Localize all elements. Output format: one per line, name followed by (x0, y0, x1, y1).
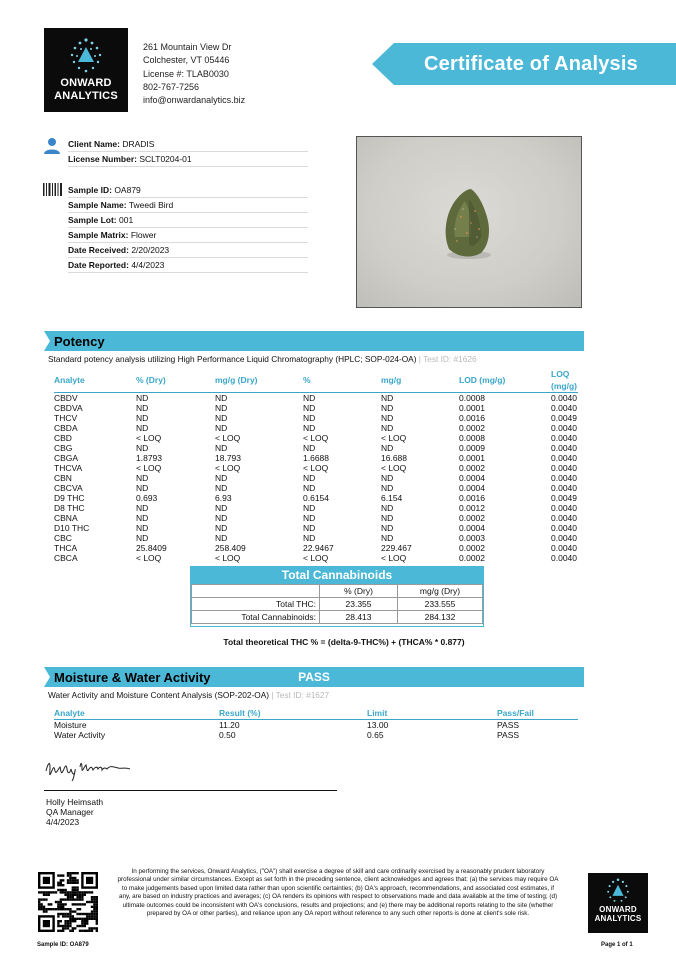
moisture-cell: 11.20 (219, 720, 240, 730)
logo-text-line2: ANALYTICS (54, 90, 118, 102)
table-row (54, 493, 578, 503)
tc-header-blank (192, 585, 320, 598)
potency-value: < LOQ (303, 553, 329, 563)
logo-icon (604, 877, 632, 905)
signature-image (44, 757, 139, 781)
potency-value: ND (136, 523, 149, 533)
total-thc-label: Total THC: (192, 598, 320, 611)
signature-line (44, 790, 337, 791)
date-received-label: Date Received: (68, 245, 129, 255)
analyte-name: CBC (54, 533, 72, 543)
potency-value: 0.0040 (551, 513, 577, 523)
table-row (54, 523, 578, 533)
potency-value: 0.0003 (459, 533, 485, 543)
potency-value: ND (136, 483, 149, 493)
sample-matrix-label: Sample Matrix: (68, 230, 129, 240)
potency-value: ND (303, 523, 316, 533)
potency-value: ND (381, 483, 394, 493)
legal-disclaimer: In performing the services, Onward Analytics, ("OA") shall exercise a degree of skill and care ordinarily exercised by a reasonably prudent laboratory professional under similar circumstances. Except as set forth in the preceding sentence, client acknowledges and agrees that: (a) the services may require OA to make judgements based upon limited data rather than upon scientific certainties; (b) OA's approach, recommendations, and associated cost estimates, if any, are based on industry practices and averages; (c) OA renders its opinions with respect to observations made and data available at the time of testing; (d) ultimate outcomes could be inconsistent with OA's conclusions, results and projections; and (e) there may be additional reports relating to the site (whether prepared by OA or other parties), and reliance upon any OA report without reference to any such other reports is done at client's sole risk. (117, 868, 559, 918)
potency-header-row (54, 368, 578, 393)
potency-value: 258.409 (215, 543, 246, 553)
footer-sample-id: Sample ID: OA879 (37, 942, 89, 948)
potency-value: 0.0040 (551, 543, 577, 553)
sample-name-value: Tweedi Bird (128, 200, 174, 210)
potency-header-cell: LOD (mg/g) (459, 368, 551, 393)
sample-info (68, 183, 308, 273)
table-row (54, 730, 578, 740)
sample-lot-row (68, 213, 308, 228)
moisture-cell: Water Activity (54, 730, 106, 740)
potency-value: ND (136, 473, 149, 483)
potency-value: 6.154 (381, 493, 403, 503)
potency-value: ND (136, 403, 149, 413)
potency-value: 0.0004 (459, 483, 485, 493)
potency-value: ND (215, 393, 228, 403)
moisture-test-id: | Test ID: #1627 (271, 690, 330, 700)
moisture-cell: 0.50 (219, 730, 236, 740)
potency-value: < LOQ (381, 463, 407, 473)
company-address-line2: Colchester, VT 05446 (143, 55, 230, 66)
signer-role: QA Manager (46, 807, 94, 817)
potency-value: 18.793 (215, 453, 241, 463)
date-reported-label: Date Reported: (68, 260, 129, 270)
footer-logo (588, 873, 648, 933)
potency-value: 0.6154 (303, 493, 329, 503)
page-number: Page 1 of 1 (601, 942, 633, 948)
potency-value: ND (215, 483, 228, 493)
potency-value: < LOQ (381, 433, 407, 443)
potency-value: ND (303, 413, 316, 423)
total-thc-pct: 23.355 (320, 598, 398, 611)
potency-value: 16.688 (381, 453, 407, 463)
potency-value: 0.0002 (459, 463, 485, 473)
moisture-table (54, 707, 578, 740)
moisture-cell: 13.00 (367, 720, 389, 730)
potency-value: ND (381, 413, 394, 423)
analyte-name: CBGA (54, 453, 79, 463)
potency-value: ND (303, 443, 316, 453)
potency-value: 0.0009 (459, 443, 485, 453)
total-cannabinoids-pct: 28.413 (320, 611, 398, 624)
potency-value: 0.0040 (551, 473, 577, 483)
moisture-subtitle-line (48, 690, 329, 700)
potency-value: ND (215, 513, 228, 523)
potency-value: 0.0040 (551, 553, 577, 563)
table-row (54, 553, 578, 563)
table-row (54, 453, 578, 463)
potency-value: ND (136, 393, 149, 403)
potency-value: ND (136, 533, 149, 543)
potency-value: ND (136, 513, 149, 523)
moisture-header-cell: Pass/Fail (497, 707, 578, 720)
potency-value: 0.0040 (551, 503, 577, 513)
total-cannabinoids-box (190, 566, 484, 627)
potency-table (54, 368, 578, 563)
analyte-name: CBN (54, 473, 72, 483)
analyte-name: D9 THC (54, 493, 85, 503)
total-cannabinoids-row (192, 611, 483, 624)
analyte-name: CBCA (54, 553, 78, 563)
potency-table-body (54, 393, 578, 564)
potency-value: ND (303, 533, 316, 543)
total-cannabinoids-table (191, 584, 483, 624)
potency-value: ND (303, 393, 316, 403)
moisture-cell: Moisture (54, 720, 87, 730)
client-info (68, 137, 308, 167)
potency-value: ND (136, 413, 149, 423)
sample-lot-label: Sample Lot: (68, 215, 117, 225)
potency-value: ND (381, 513, 394, 523)
potency-value: 229.467 (381, 543, 412, 553)
signer-block (46, 797, 103, 827)
potency-value: < LOQ (215, 553, 241, 563)
potency-header-cell: LOQ (mg/g) (551, 369, 577, 391)
client-name-value: DRADIS (122, 139, 155, 149)
table-row (54, 443, 578, 453)
total-thc-mg: 233.555 (398, 598, 483, 611)
potency-header-cell: % (Dry) (136, 368, 215, 393)
client-name-label: Client Name: (68, 139, 120, 149)
analyte-name: CBNA (54, 513, 78, 523)
potency-value: 0.0004 (459, 473, 485, 483)
potency-header-cell: mg/g (381, 368, 459, 393)
potency-value: 0.0002 (459, 513, 485, 523)
tc-header-row (192, 585, 483, 598)
potency-value: ND (136, 443, 149, 453)
potency-test-id: | Test ID: #1626 (418, 354, 477, 364)
moisture-section-header (44, 667, 584, 687)
company-phone: 802-767-7256 (143, 81, 200, 92)
analyte-name: CBDV (54, 393, 78, 403)
potency-value: ND (381, 393, 394, 403)
date-received-row (68, 243, 308, 258)
analyte-name: D8 THC (54, 503, 85, 513)
potency-value: 0.0040 (551, 453, 577, 463)
potency-value: 0.0040 (551, 423, 577, 433)
certificate-title: Certificate of Analysis (424, 53, 638, 75)
potency-subtitle: Standard potency analysis utilizing High Performance Liquid Chromatography (HPLC; SOP-024-OA) (48, 354, 417, 364)
potency-value: < LOQ (136, 553, 162, 563)
sample-id-label: Sample ID: (68, 185, 112, 195)
potency-value: ND (381, 443, 394, 453)
footer-logo-line2: ANALYTICS (594, 914, 642, 923)
license-number-value: SCLT0204-01 (139, 154, 192, 164)
sample-lot-value: 001 (119, 215, 134, 225)
table-row (54, 403, 578, 413)
table-row (54, 423, 578, 433)
potency-value: ND (303, 483, 316, 493)
table-row (54, 503, 578, 513)
date-reported-row (68, 258, 308, 273)
potency-value: 0.0040 (551, 483, 577, 493)
potency-value: < LOQ (215, 433, 241, 443)
total-cannabinoids-mg: 284.132 (398, 611, 483, 624)
potency-section-header (44, 331, 584, 351)
moisture-header-cell: Limit (367, 707, 497, 720)
potency-value: 0.0040 (551, 433, 577, 443)
potency-value: ND (215, 423, 228, 433)
potency-value: ND (215, 503, 228, 513)
license-number-row (68, 152, 308, 167)
moisture-header-cell: Result (%) (219, 707, 367, 720)
potency-value: 0.0049 (551, 493, 577, 503)
potency-value: 25.8409 (136, 543, 167, 553)
analyte-name: CBG (54, 443, 73, 453)
logo-text-line1: ONWARD (60, 77, 112, 89)
moisture-cell: 0.65 (367, 730, 384, 740)
potency-value: 0.0040 (551, 403, 577, 413)
moisture-cell: PASS (497, 730, 520, 740)
tc-header-pct: % (Dry) (320, 585, 398, 598)
potency-value: 0.0040 (551, 463, 577, 473)
potency-value: ND (303, 503, 316, 513)
moisture-title: Moisture & Water Activity (54, 670, 211, 685)
date-received-value: 2/20/2023 (131, 245, 170, 255)
total-thc-formula: Total theoretical THC % = (delta-9-THC%) + (THCA% * 0.877) (223, 637, 465, 647)
potency-value: < LOQ (136, 463, 162, 473)
potency-value: ND (381, 423, 394, 433)
signer-date: 4/4/2023 (46, 817, 80, 827)
table-row (54, 463, 578, 473)
potency-value: 0.693 (136, 493, 158, 503)
company-info (143, 41, 245, 107)
sample-matrix-value: Flower (130, 230, 157, 240)
table-row (54, 533, 578, 543)
potency-value: ND (303, 423, 316, 433)
sample-photo (356, 136, 582, 308)
potency-value: ND (381, 503, 394, 513)
potency-value: 0.0040 (551, 443, 577, 453)
moisture-header-cell: Analyte (54, 707, 219, 720)
potency-value: < LOQ (136, 433, 162, 443)
potency-value: ND (381, 473, 394, 483)
barcode-icon (43, 183, 63, 196)
potency-value: 0.0002 (459, 423, 485, 433)
table-row (54, 543, 578, 553)
potency-value: ND (215, 523, 228, 533)
potency-value: ND (215, 413, 228, 423)
logo-icon (66, 36, 106, 76)
potency-subtitle-line (48, 354, 477, 364)
client-name-row (68, 137, 308, 152)
potency-value: 0.0001 (459, 453, 485, 463)
sample-id-row (68, 183, 308, 198)
potency-value: ND (136, 423, 149, 433)
potency-value: ND (303, 513, 316, 523)
potency-value: ND (303, 403, 316, 413)
sample-matrix-row (68, 228, 308, 243)
potency-header-cell: mg/g (Dry) (215, 368, 303, 393)
table-row (54, 413, 578, 423)
signer-name: Holly Heimsath (46, 797, 104, 807)
analyte-name: CBCVA (54, 483, 83, 493)
potency-value: 1.6688 (303, 453, 329, 463)
analyte-name: THCA (54, 543, 78, 553)
potency-value: 0.0016 (459, 493, 485, 503)
potency-header-cell: % (303, 368, 381, 393)
table-row (54, 433, 578, 443)
potency-value: 0.0008 (459, 433, 485, 443)
certificate-banner (372, 43, 676, 85)
user-icon (43, 137, 61, 155)
potency-value: 0.0004 (459, 523, 485, 533)
company-license: License #: TLAB0030 (143, 68, 229, 79)
potency-value: 0.0016 (459, 413, 485, 423)
table-row (54, 483, 578, 493)
analyte-name: CBDA (54, 423, 78, 433)
potency-value: ND (215, 533, 228, 543)
potency-value: 0.0040 (551, 523, 577, 533)
potency-value: ND (381, 523, 394, 533)
tc-header-mg: mg/g (Dry) (398, 585, 483, 598)
potency-value: < LOQ (303, 463, 329, 473)
table-row (54, 513, 578, 523)
potency-value: 0.0049 (551, 413, 577, 423)
potency-value: 0.0040 (551, 533, 577, 543)
analyte-name: D10 THC (54, 523, 90, 533)
total-cannabinoids-title: Total Cannabinoids (191, 567, 483, 584)
footer-logo-line1: ONWARD (599, 905, 637, 914)
potency-value: 6.93 (215, 493, 232, 503)
sample-name-label: Sample Name: (68, 200, 127, 210)
qr-code-icon[interactable] (38, 872, 98, 932)
potency-value: 0.0012 (459, 503, 485, 513)
analyte-name: THCVA (54, 463, 83, 473)
potency-value: 1.8793 (136, 453, 162, 463)
potency-value: ND (381, 533, 394, 543)
moisture-header-row (54, 707, 578, 720)
company-logo (44, 28, 128, 112)
potency-header-cell: Analyte (54, 368, 136, 393)
potency-value: < LOQ (303, 433, 329, 443)
table-row (54, 393, 578, 404)
potency-value: 0.0001 (459, 403, 485, 413)
sample-name-row (68, 198, 308, 213)
company-email: info@onwardanalytics.biz (143, 95, 246, 106)
potency-value: ND (381, 403, 394, 413)
potency-value: 0.0008 (459, 393, 485, 403)
total-thc-row (192, 598, 483, 611)
potency-value: < LOQ (215, 463, 241, 473)
potency-value: 22.9467 (303, 543, 334, 553)
table-row (54, 473, 578, 483)
potency-value: ND (136, 503, 149, 513)
potency-value: ND (215, 403, 228, 413)
moisture-subtitle: Water Activity and Moisture Content Analysis (SOP-202-OA) (48, 690, 270, 700)
potency-title: Potency (54, 334, 105, 349)
license-number-label: License Number: (68, 154, 137, 164)
potency-value: 0.0002 (459, 553, 485, 563)
moisture-status-badge: PASS (298, 670, 330, 684)
potency-value: ND (303, 473, 316, 483)
table-row (54, 720, 578, 731)
total-cannabinoids-label: Total Cannabinoids: (192, 611, 320, 624)
analyte-name: CBD (54, 433, 72, 443)
moisture-cell: PASS (497, 720, 520, 730)
potency-value: < LOQ (381, 553, 407, 563)
potency-value: 0.0040 (551, 393, 577, 403)
company-address-line1: 261 Mountain View Dr (143, 42, 232, 52)
analyte-name: THCV (54, 413, 78, 423)
sample-id-value: OA879 (114, 185, 141, 195)
potency-value: ND (215, 473, 228, 483)
potency-value: ND (215, 443, 228, 453)
analyte-name: CBDVA (54, 403, 83, 413)
potency-value: 0.0002 (459, 543, 485, 553)
date-reported-value: 4/4/2023 (131, 260, 165, 270)
